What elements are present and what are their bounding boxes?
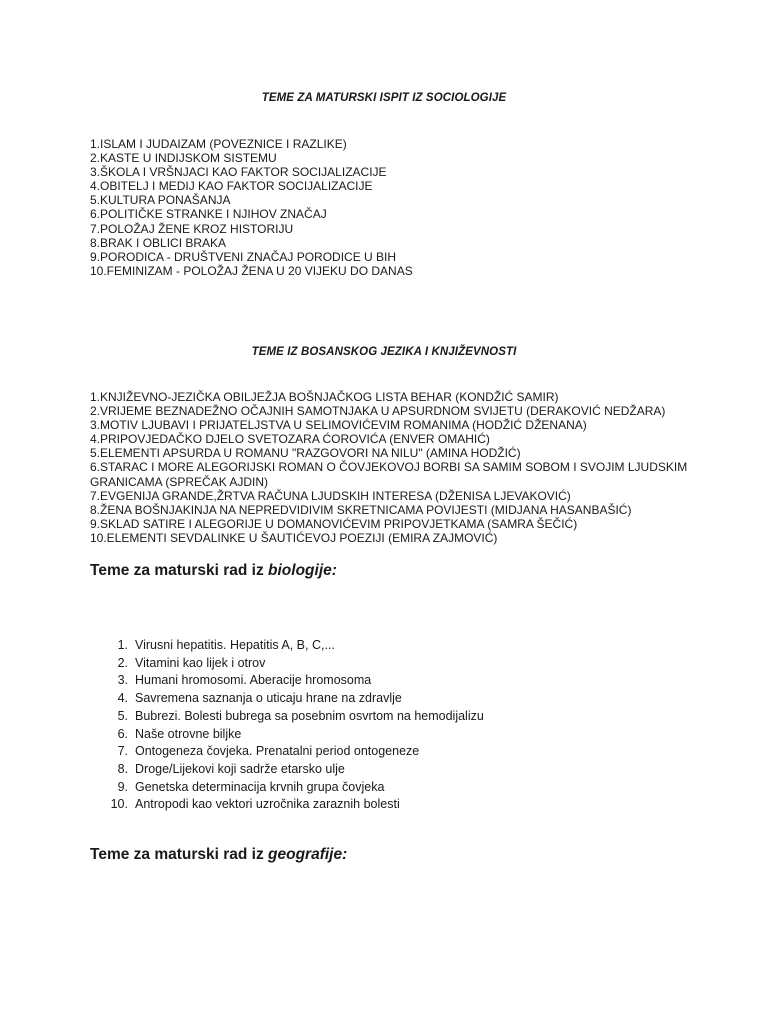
- list-item: 1.ISLAM I JUDAIZAM (POVEZNICE I RAZLIKE): [90, 137, 347, 151]
- item-text: Droge/Lijekovi koji sadrže etarsko ulje: [135, 761, 345, 776]
- list-item: 2.VRIJEME BEZNADEŽNO OČAJNIH SAMOTNJAKA U APSURDNOM SVIJETU (DERAKOVIĆ NEDŽARA): [90, 404, 666, 419]
- sociology-heading: TEME ZA MATURSKI ISPIT IZ SOCIOLOGIJE: [261, 92, 507, 104]
- geography-title: [90, 846, 347, 864]
- list-item: [108, 637, 484, 655]
- item-number: 10.: [110, 797, 128, 812]
- list-item: 4.PRIPOVJEDAČKO DJELO SVETOZARA ĆOROVIĆA (ENVER OMAHIĆ): [90, 432, 490, 447]
- list-item: 8.BRAK I OBLICI BRAKA: [90, 235, 227, 250]
- list-item: 1.KNJIŽEVNO-JEZIČKA OBILJEŽJA BOŠNJAČKOG LISTA BEHAR (KONDŽIĆ SAMIR): [90, 390, 559, 404]
- item-number: 1.: [117, 638, 128, 652]
- list-item: 7.POLOŽAJ ŽENE KROZ HISTORIJU: [90, 221, 294, 236]
- geography-title-prefix: Teme za maturski rad iz: [90, 846, 269, 863]
- list-item: [108, 708, 484, 726]
- list-item: 3.MOTIV LJUBAVI I PRIJATELJSTVA U SELIMOVIĆEVIM ROMANIMA (HODŽIĆ DŽENANA): [90, 418, 587, 433]
- list-item: [108, 726, 484, 744]
- sociology-topic-list: [90, 137, 413, 278]
- item-text: Antropodi kao vektori uzročnika zaraznih bolesti: [135, 797, 400, 812]
- list-item: 9.PORODICA - DRUŠTVENI ZNAČAJ PORODICE U BIH: [90, 249, 397, 264]
- item-text: Humani hromosomi. Aberacije hromosoma: [135, 673, 372, 688]
- list-item: 6.STARAC I MORE ALEGORIJSKI ROMAN O ČOVJEKOVOJ BORBI SA SAMIM SOBOM I SVOJIM LJUDSKIM GRANICAMA (SPREČAK AJDIN): [90, 460, 688, 489]
- list-item: [108, 796, 484, 814]
- list-item: 6.POLITIČKE STRANKE I NJIHOV ZNAČAJ: [90, 207, 327, 222]
- list-item: 5.ELEMENTI APSURDA U ROMANU "RAZGOVORI NA NILU" (AMINA HODŽIĆ): [90, 446, 521, 461]
- biology-title: [90, 562, 337, 580]
- list-item: 9.SKLAD SATIRE I ALEGORIJE U DOMANOVIĆEVIM PRIPOVJETKAMA (SAMRA ŠEČIĆ): [90, 516, 578, 531]
- bosnian-heading: TEME IZ BOSANSKOG JEZIKA I KNJIŽEVNOSTI: [251, 346, 517, 358]
- bosnian-topic-list: [90, 390, 690, 545]
- item-text: Savremena saznanja o uticaju hrane na zdravlje: [135, 691, 402, 706]
- item-text: Bubrezi. Bolesti bubrega sa posebnim osvrtom na hemodijalizu: [135, 708, 484, 723]
- list-item: 3.ŠKOLA I VRŠNJACI KAO FAKTOR SOCIJALIZACIJE: [90, 165, 387, 180]
- list-item: 4.OBITELJ I MEDIJ KAO FAKTOR SOCIJALIZACIJE: [90, 179, 373, 194]
- geography-title-subject: geografije: [268, 846, 343, 863]
- item-text: Ontogeneza čovjeka. Prenatalni period ontogeneze: [135, 744, 420, 759]
- item-number: 7.: [117, 744, 128, 759]
- item-number: 5.: [117, 708, 128, 723]
- item-number: 8.: [117, 761, 128, 776]
- item-text: Genetska determinacija krvnih grupa čovjeka: [135, 779, 385, 794]
- biology-title-suffix: :: [331, 562, 337, 579]
- list-item: 7.EVGENIJA GRANDE,ŽRTVA RAČUNA LJUDSKIH INTERESA (DŽENISA LJEVAKOVIĆ): [90, 488, 571, 503]
- biology-title-prefix: Teme za maturski rad iz: [90, 562, 269, 579]
- list-item: 2.KASTE U INDIJSKOM SISTEMU: [90, 151, 277, 166]
- list-item: 10.ELEMENTI SEVDALINKE U ŠAUTIĆEVOJ POEZIJI (EMIRA ZAJMOVIĆ): [90, 530, 498, 545]
- item-number: 4.: [117, 691, 128, 706]
- geography-title-suffix: :: [342, 846, 348, 863]
- item-number: 6.: [117, 726, 128, 741]
- list-item: [108, 690, 484, 708]
- list-item: 5.KULTURA PONAŠANJA: [90, 193, 231, 208]
- biology-title-subject: biologije: [268, 562, 332, 579]
- biology-topic-list: [108, 637, 484, 814]
- list-item: [108, 761, 484, 779]
- item-number: 2.: [117, 655, 128, 670]
- list-item: [108, 779, 484, 797]
- item-number: 3.: [117, 673, 128, 688]
- item-text: Naše otrovne biljke: [135, 726, 242, 741]
- item-number: 9.: [117, 779, 128, 794]
- list-item: 8.ŽENA BOŠNJAKINJA NA NEPREDVIDIVIM SKRETNICAMA POVIJESTI (MIDJANA HASANBAŠIĆ): [90, 502, 632, 517]
- item-text: Vitamini kao lijek i otrov: [135, 655, 266, 670]
- list-item: 10.FEMINIZAM - POLOŽAJ ŽENA U 20 VIJEKU DO DANAS: [90, 263, 413, 278]
- list-item: [108, 743, 484, 761]
- item-text: Virusni hepatitis. Hepatitis A, B, C,...: [135, 638, 335, 652]
- list-item: [108, 672, 484, 690]
- list-item: [108, 655, 484, 673]
